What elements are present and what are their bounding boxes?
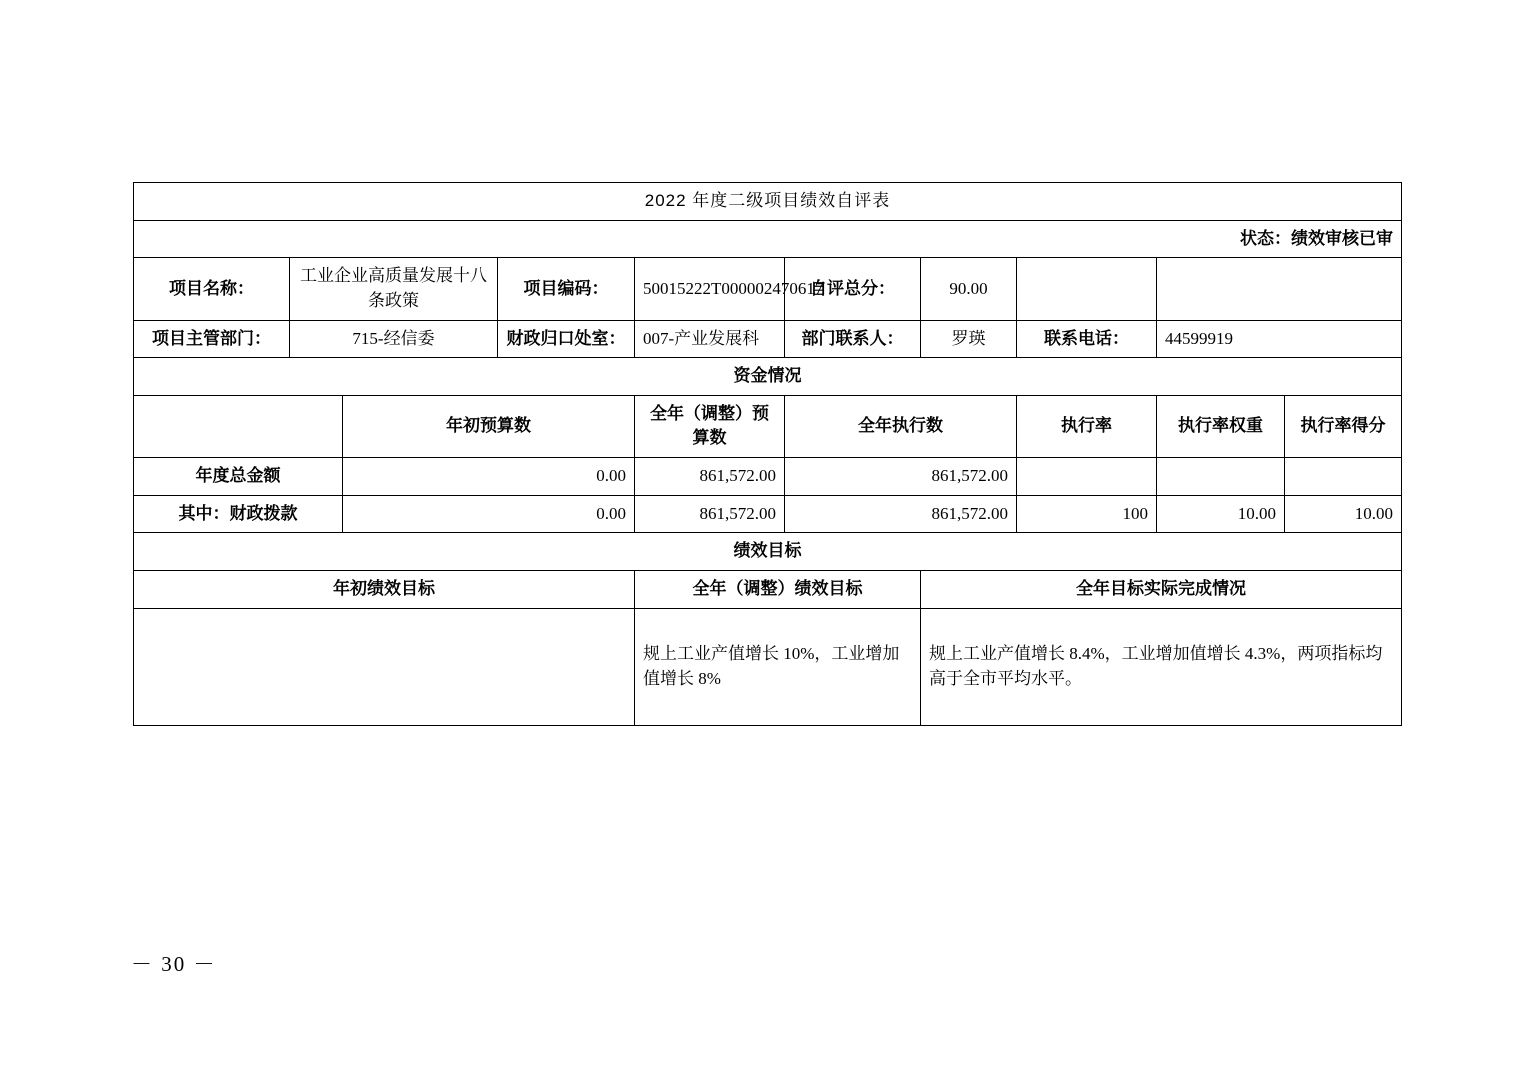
funds-row-label-total: 年度总金额 bbox=[134, 458, 343, 496]
dept-label: 项目主管部门： bbox=[134, 320, 290, 358]
phone-value: 44599919 bbox=[1157, 320, 1402, 358]
funds-appropriation-executed: 861,572.00 bbox=[785, 495, 1017, 533]
project-name-label: 项目名称： bbox=[134, 258, 290, 320]
info-blank-2 bbox=[1157, 258, 1402, 320]
funds-appropriation-adjusted-budget: 861,572.00 bbox=[635, 495, 785, 533]
funds-appropriation-exec-weight: 10.00 bbox=[1157, 495, 1285, 533]
funds-header-blank bbox=[134, 395, 343, 457]
funds-section-title: 资金情况 bbox=[134, 358, 1402, 396]
funds-row-label-appropriation: 其中：财政拨款 bbox=[134, 495, 343, 533]
goals-header-begin: 年初绩效目标 bbox=[134, 571, 635, 609]
goals-header-row bbox=[134, 571, 1402, 609]
funds-total-adjusted-budget: 861,572.00 bbox=[635, 458, 785, 496]
page-number: － 30 － bbox=[131, 952, 217, 976]
table-row bbox=[134, 495, 1402, 533]
funds-header-exec-rate: 执行率 bbox=[1017, 395, 1157, 457]
goals-section-row bbox=[134, 533, 1402, 571]
funds-header-begin-budget: 年初预算数 bbox=[343, 395, 635, 457]
project-name-value: 工业企业高质量发展十八条政策 bbox=[290, 258, 498, 320]
funds-appropriation-exec-rate: 100 bbox=[1017, 495, 1157, 533]
title-row bbox=[134, 183, 1402, 221]
goals-value-row bbox=[134, 608, 1402, 725]
status-row bbox=[134, 220, 1402, 258]
info-row-2 bbox=[134, 320, 1402, 358]
finance-office-value: 007-产业发展科 bbox=[635, 320, 785, 358]
table-row bbox=[134, 458, 1402, 496]
funds-total-exec-weight bbox=[1157, 458, 1285, 496]
funds-total-begin-budget: 0.00 bbox=[343, 458, 635, 496]
info-row-1 bbox=[134, 258, 1402, 320]
self-score-label: 自评总分： bbox=[785, 258, 921, 320]
self-score-value: 90.00 bbox=[921, 258, 1017, 320]
funds-appropriation-exec-score: 10.00 bbox=[1285, 495, 1402, 533]
dept-value: 715-经信委 bbox=[290, 320, 498, 358]
funds-total-exec-rate bbox=[1017, 458, 1157, 496]
performance-self-evaluation-table bbox=[133, 182, 1402, 726]
funds-total-executed: 861,572.00 bbox=[785, 458, 1017, 496]
phone-label: 联系电话： bbox=[1017, 320, 1157, 358]
project-code-value: 50015222T000002470617 bbox=[635, 258, 785, 320]
contact-value: 罗瑛 bbox=[921, 320, 1017, 358]
goals-header-adjusted: 全年（调整）绩效目标 bbox=[635, 571, 921, 609]
funds-appropriation-begin-budget: 0.00 bbox=[343, 495, 635, 533]
goals-begin-value bbox=[134, 608, 635, 725]
status-badge: 状态：绩效审核已审 bbox=[134, 220, 1402, 258]
funds-header-adjusted-budget: 全年（调整）预算数 bbox=[635, 395, 785, 457]
goals-section-title: 绩效目标 bbox=[134, 533, 1402, 571]
goals-header-actual: 全年目标实际完成情况 bbox=[921, 571, 1402, 609]
funds-header-exec-weight: 执行率权重 bbox=[1157, 395, 1285, 457]
goals-adjusted-value: 规上工业产值增长 10%，工业增加值增长 8% bbox=[635, 608, 921, 725]
page-title: 2022 年度二级项目绩效自评表 bbox=[134, 183, 1402, 221]
funds-section-row bbox=[134, 358, 1402, 396]
funds-total-exec-score bbox=[1285, 458, 1402, 496]
project-code-label: 项目编码： bbox=[498, 258, 635, 320]
info-blank-1 bbox=[1017, 258, 1157, 320]
contact-label: 部门联系人： bbox=[785, 320, 921, 358]
funds-header-executed: 全年执行数 bbox=[785, 395, 1017, 457]
funds-header-row bbox=[134, 395, 1402, 457]
goals-actual-value: 规上工业产值增长 8.4%，工业增加值增长 4.3%，两项指标均高于全市平均水平。 bbox=[921, 608, 1402, 725]
funds-header-exec-score: 执行率得分 bbox=[1285, 395, 1402, 457]
finance-office-label: 财政归口处室： bbox=[498, 320, 635, 358]
